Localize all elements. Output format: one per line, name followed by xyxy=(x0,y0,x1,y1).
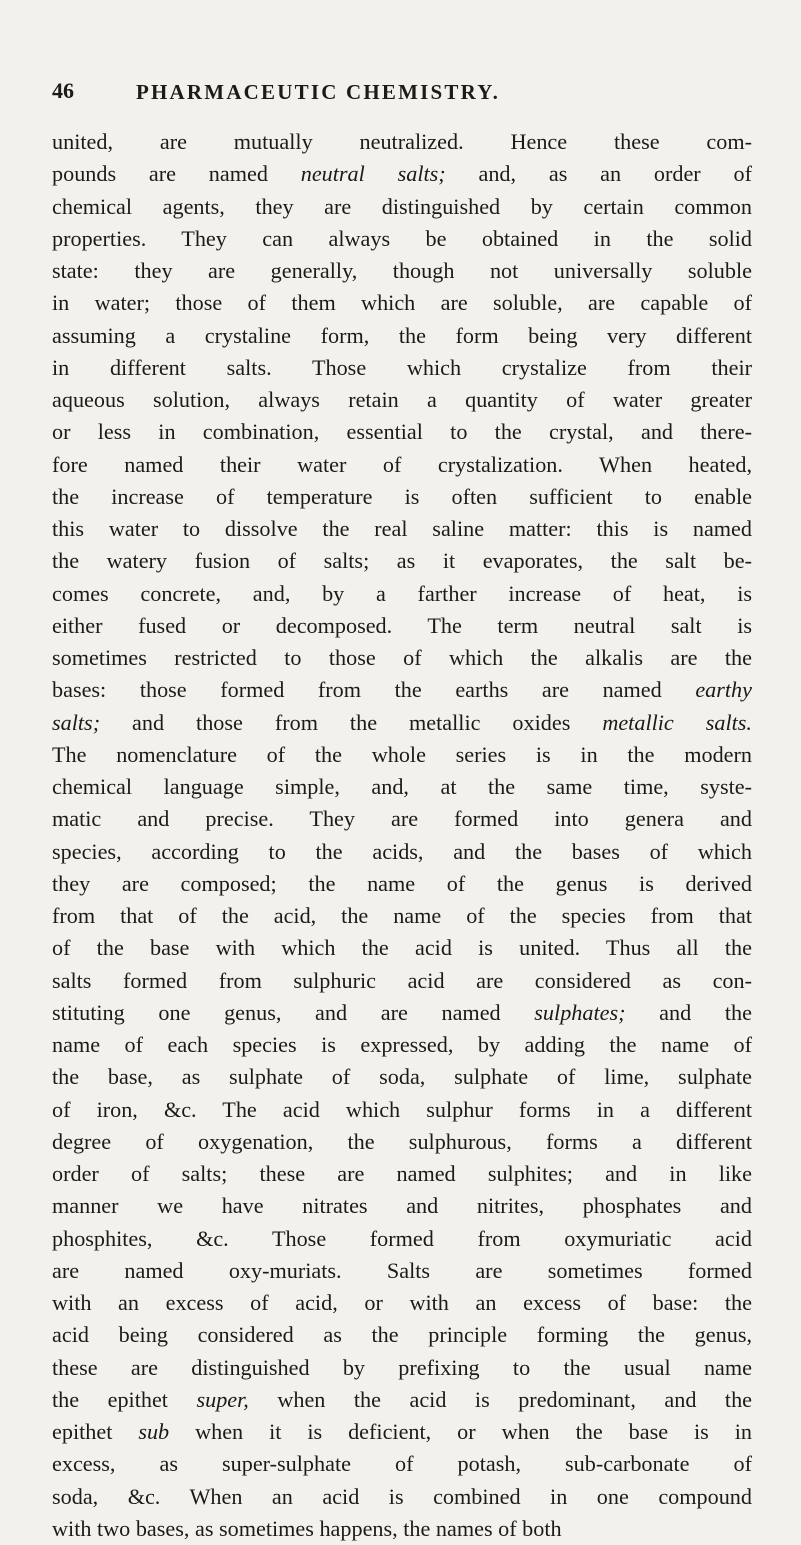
text-run: The nomenclature of the whole series is in the modern xyxy=(52,741,752,767)
text-run: state: they are generally, though not universally soluble xyxy=(52,258,752,283)
italic-term: salts; xyxy=(52,709,101,735)
text-run: assuming a crystaline form, the form being very different xyxy=(52,322,752,348)
text-line xyxy=(52,513,752,545)
text-line xyxy=(52,1255,752,1287)
text-line xyxy=(52,191,752,223)
italic-term: neutral salts; xyxy=(300,161,446,187)
text-run: when it is deficient, or when the base is in xyxy=(169,1419,752,1444)
text-run: the epithet xyxy=(52,1386,197,1412)
text-line xyxy=(52,803,752,835)
text-run: united, are mutually neutralized. Hence these com- xyxy=(52,129,752,154)
text-line xyxy=(52,674,752,706)
italic-term: super, xyxy=(196,1386,249,1412)
text-run: pounds are named xyxy=(52,161,301,187)
text-line xyxy=(52,739,752,771)
text-run: the base, as sulphate of soda, sulphate of lime, sulphate xyxy=(52,1064,752,1090)
text-run: with an excess of acid, or with an excess of base: the xyxy=(52,1290,752,1315)
text-line xyxy=(52,1319,752,1351)
body-paragraph xyxy=(52,126,752,1545)
text-line xyxy=(52,997,752,1029)
text-run: sometimes restricted to those of which the alkalis are the xyxy=(52,645,752,670)
text-run: are named oxy-muriats. Salts are sometimes formed xyxy=(52,1257,752,1283)
text-line xyxy=(52,1352,752,1384)
text-line xyxy=(52,320,752,352)
text-run: excess, as super-sulphate of potash, sub-carbonate of xyxy=(52,1451,752,1477)
text-run: and the xyxy=(625,999,752,1025)
italic-term: earthy xyxy=(695,677,752,703)
text-run: chemical language simple, and, at the same time, syste- xyxy=(52,774,752,799)
text-line xyxy=(52,1126,752,1158)
text-line xyxy=(52,932,752,964)
text-run: species, according to the acids, and the bases of which xyxy=(52,838,752,864)
text-run: degree of oxygenation, the sulphurous, forms a different xyxy=(52,1128,752,1154)
text-line xyxy=(52,1384,752,1416)
text-line xyxy=(52,481,752,513)
text-line xyxy=(52,836,752,868)
text-line xyxy=(52,1190,752,1222)
text-line xyxy=(52,1029,752,1061)
text-line xyxy=(52,578,752,610)
text-line xyxy=(52,642,752,674)
text-line xyxy=(52,1061,752,1093)
text-run: or less in combination, essential to the crystal, and there- xyxy=(52,419,752,445)
text-run: chemical agents, they are distinguished by certain common xyxy=(52,193,752,219)
text-line xyxy=(52,1481,752,1513)
text-run: and those from the metallic oxides xyxy=(100,709,603,735)
text-run: of the base with which the acid is united. Thus all the xyxy=(52,935,752,961)
text-run: aqueous solution, always retain a quantity of water greater xyxy=(52,387,752,412)
text-run: with two bases, as sometimes happens, the names of both xyxy=(52,1515,562,1541)
text-line xyxy=(52,545,752,577)
page-header xyxy=(52,78,752,114)
italic-term: sub xyxy=(138,1419,170,1444)
text-run: the increase of temperature is often sufficient to enable xyxy=(52,483,752,509)
text-run: acid being considered as the principle forming the genus, xyxy=(52,1322,752,1348)
text-line xyxy=(52,384,752,416)
text-line xyxy=(52,1094,752,1126)
text-run: manner we have nitrates and nitrites, phosphates and xyxy=(52,1193,752,1219)
text-run: from that of the acid, the name of the species from that xyxy=(52,903,752,928)
text-run: matic and precise. They are formed into genera and xyxy=(52,806,752,832)
text-line xyxy=(52,287,752,319)
text-line xyxy=(52,352,752,384)
text-run: either fused or decomposed. The term neutral salt is xyxy=(52,612,752,638)
text-line xyxy=(52,255,752,287)
text-run: fore named their water of crystalization. When heated, xyxy=(52,451,752,477)
text-line xyxy=(52,223,752,255)
text-run: soda, &c. When an acid is combined in one compound xyxy=(52,1483,752,1509)
text-run: name of each species is expressed, by adding the name of xyxy=(52,1032,752,1057)
text-line xyxy=(52,965,752,997)
text-run: in water; those of them which are soluble, are capable of xyxy=(52,290,752,316)
text-run: in different salts. Those which crystalize from their xyxy=(52,354,752,380)
text-line xyxy=(52,771,752,803)
text-run: when the acid is predominant, and the xyxy=(248,1386,752,1412)
italic-term: sulphates; xyxy=(534,999,626,1025)
text-line xyxy=(52,868,752,900)
text-run: they are composed; the name of the genus is derived xyxy=(52,870,752,896)
text-run: phosphites, &c. Those formed from oxymuriatic acid xyxy=(52,1225,752,1251)
running-head: PHARMACEUTIC CHEMISTRY. xyxy=(136,80,501,104)
text-line xyxy=(52,126,752,158)
text-run: this water to dissolve the real saline matter: this is named xyxy=(52,516,752,541)
text-run: properties. They can always be obtained in the solid xyxy=(52,225,752,251)
text-line xyxy=(52,1513,752,1545)
text-run: comes concrete, and, by a farther increase of heat, is xyxy=(52,580,752,606)
text-run: salts formed from sulphuric acid are considered as con- xyxy=(52,967,752,993)
text-run: these are distinguished by prefixing to the usual name xyxy=(52,1354,752,1380)
text-run: the watery fusion of salts; as it evaporates, the salt be- xyxy=(52,548,752,574)
text-run: stituting one genus, and are named xyxy=(52,999,535,1025)
italic-term: metallic salts. xyxy=(602,709,752,735)
text-line xyxy=(52,900,752,932)
text-line xyxy=(52,158,752,190)
text-run: order of salts; these are named sulphites; and in like xyxy=(52,1161,752,1186)
text-line xyxy=(52,416,752,448)
text-line xyxy=(52,1287,752,1319)
text-run: and, as an order of xyxy=(445,161,752,187)
text-run: of iron, &c. The acid which sulphur forms in a different xyxy=(52,1096,752,1122)
text-line xyxy=(52,449,752,481)
text-line xyxy=(52,1448,752,1480)
text-line xyxy=(52,610,752,642)
text-run: bases: those formed from the earths are named xyxy=(52,677,696,703)
text-line xyxy=(52,707,752,739)
text-line xyxy=(52,1158,752,1190)
text-line xyxy=(52,1223,752,1255)
text-run: epithet xyxy=(52,1419,139,1444)
page-number: 46 xyxy=(52,78,74,103)
text-line xyxy=(52,1416,752,1448)
